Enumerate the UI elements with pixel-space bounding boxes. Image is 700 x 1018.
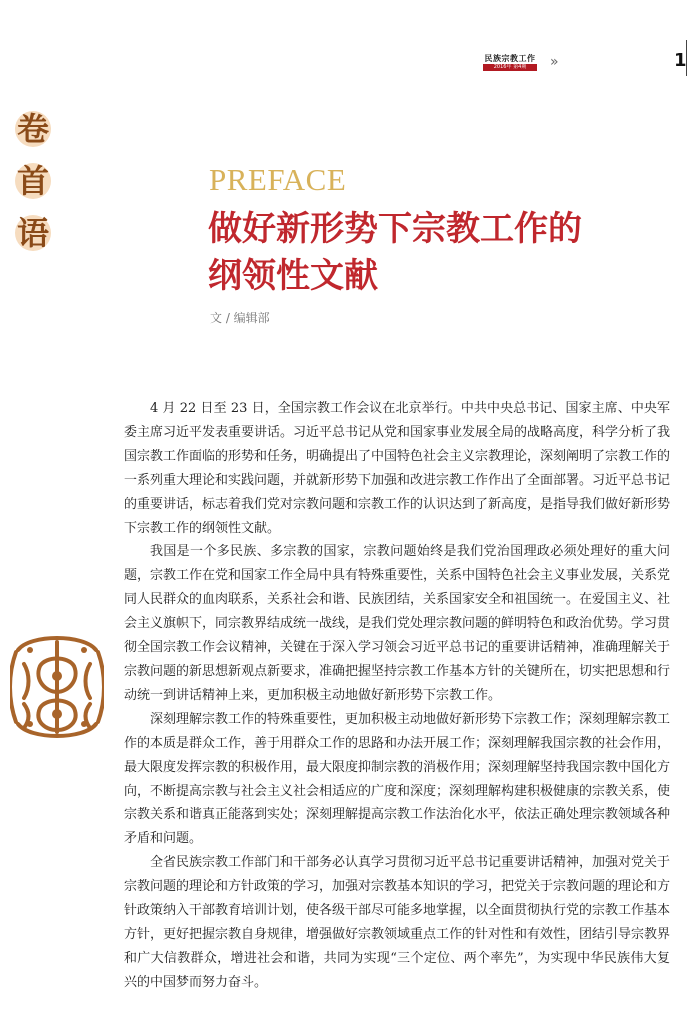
paragraph: 全省民族宗教工作部门和干部务必认真学习贯彻习近平总书记重要讲话精神，加强对党关于宗教问题的理论和方针政策的学习，加强对宗教基本知识的学习，把党关于宗教问题的理论和方针政策纳入干部教育培训计划，使各级干部尽可能多地掌握，以全面贯彻执行党的宗教工作基本方针，更好把握宗教自身规律，增强做好宗教领域重点工作的针对性和有效性，团结引导宗教界和广大信教群众，增进社会和谐，共同为实现“三个定位、两个率先”，为实现中华民族伟大复兴的中国梦而努力奋斗。 (124, 855, 671, 990)
column-char: 卷 (16, 110, 49, 148)
magazine-logo (483, 54, 537, 71)
column-badge-1 (10, 106, 56, 152)
paragraph: 深刻理解宗教工作的特殊重要性，更加积极主动地做好新形势下宗教工作；深刻理解宗教工作的本质是群众工作，善于用群众工作的思路和办法开展工作；深刻理解我国宗教的社会作用，最大限度发挥宗教的积极作用，最大限度抑制宗教的消极作用；深刻理解坚持我国宗教中国化方向，不断提高宗教与社会主义社会相适应的广度和深度；深刻理解构建积极健康的宗教关系，使宗教关系和谐真正能落到实处；深刻理解提高宗教工作法治化水平，依法正确处理宗教领域各种矛盾和问题。 (124, 711, 671, 847)
page-number: 1 (674, 50, 687, 71)
magazine-title: 民族宗教工作 (484, 53, 536, 63)
magazine-issue: 2016年 第4期 (483, 64, 537, 71)
next-arrows-icon: » (550, 54, 559, 70)
article-title-line: 做好新形势下宗教工作的 (208, 209, 582, 249)
preface-label: PREFACE (209, 162, 347, 197)
article-title (208, 206, 648, 300)
article-body (124, 397, 670, 995)
column-badge-2 (10, 158, 56, 204)
column-char: 语 (16, 214, 49, 252)
paragraph: 4 月 22 日至 23 日，全国宗教工作会议在北京举行。中共中央总书记、国家主席、中央军委主席习近平发表重要讲话。习近平总书记从党和国家事业发展全局的战略高度，科学分析了我国宗教工作面临的形势和任务，明确提出了中国特色社会主义宗教理论，深刻阐明了宗教工作的一系列重大理论和实践问题，并就新形势下加强和改进宗教工作作出了全面部署。习近平总书记的重要讲话，标志着我们党对宗教问题和宗教工作的认识达到了新高度，是指导我们做好新形势下宗教工作的纲领性文献。 (124, 401, 671, 536)
article-title-line: 纲领性文献 (208, 256, 378, 296)
column-badge-3 (10, 210, 56, 256)
byline: 文 / 编辑部 (210, 311, 270, 325)
decorative-ornament-icon (10, 630, 104, 744)
column-char: 首 (16, 162, 49, 200)
paragraph: 我国是一个多民族、多宗教的国家，宗教问题始终是我们党治国理政必须处理好的重大问题，宗教工作在党和国家工作全局中具有特殊重要性，关系中国特色社会主义事业发展，关系党同人民群众的血肉联系，关系社会和谐、民族团结，关系国家安全和祖国统一。在爱国主义、社会主义旗帜下，同宗教界结成统一战线，是我们党处理宗教问题的鲜明特色和政治优势。学习贯彻全国宗教工作会议精神，关键在于深入学习领会习近平总书记的重要讲话精神，准确理解关于宗教问题的新思想新观点新要求，准确把握坚持宗教工作基本方针的关键所在，切实把思想和行动统一到讲话精神上来，更加积极主动地做好新形势下宗教工作。 (124, 544, 671, 703)
